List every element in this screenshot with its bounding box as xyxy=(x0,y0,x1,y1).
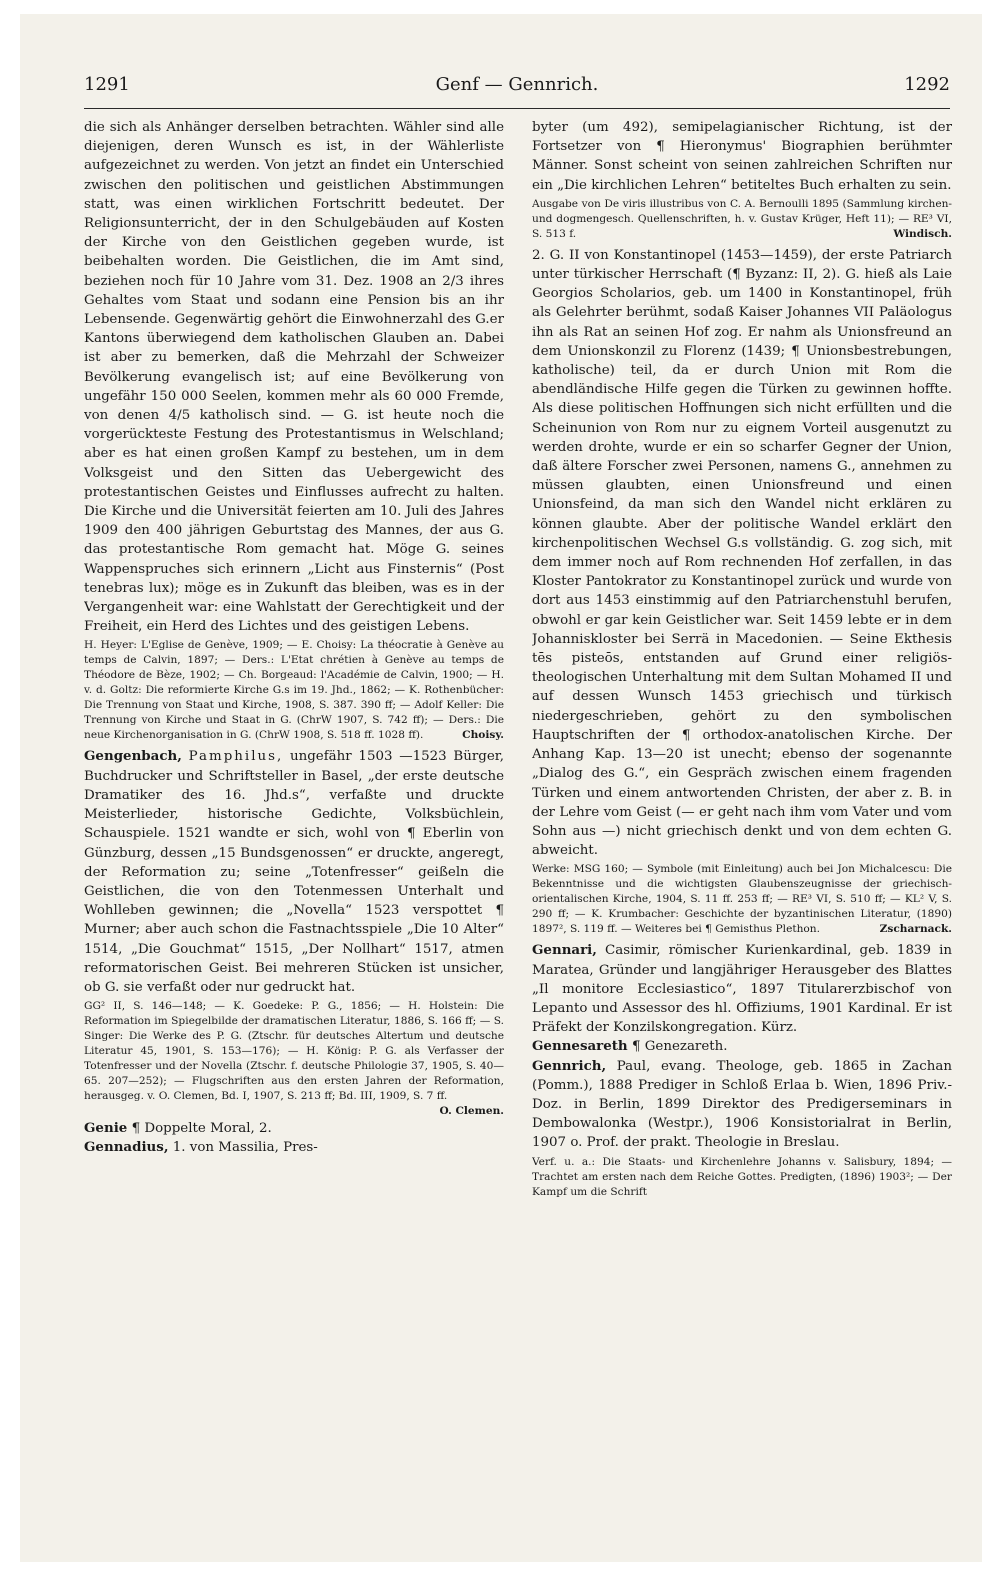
gennadius-1-reference-list: Ausgabe von De viris illustribus von C. A. Bernoulli 1895 (Sammlung kirchen- und dogmengesch. Quellenschriften, h. v. Gustav Krüger, Heft 11); — RE³ VI, S. 513 f. xyxy=(532,197,952,240)
gennadius-2-reference-list: Werke: MSG 160; — Symbole (mit Einleitung) auch bei Jon Michalcescu: Die Bekenntnisse und die wichtigsten Glaubenszeugnisse der griechisch-orientalischen Kirche, 1904, S. 11 ff. 253 ff; — RE³ VI, S. 510 ff; — KL² V, S. 290 ff; — K. Krumbacher: Geschichte der byzantinischen Literatur, (1890) 1897², S. 119 ff. — Weiteres bei ¶ Gemisthus Plethon. xyxy=(532,863,952,936)
geneva-reference-list: H. Heyer: L'Eglise de Genève, 1909; — E. Choisy: La théocratie à Genève au temps de Calvin, 1897; — Ders.: L'Etat chrétien à Genève au temps de Théodore de Bèze, 1902; — Ch. Borgeaud: l'Académie de Calvin, 1900; — H. v. d. Goltz: Die reformierte Kirche G.s im 19. Jhd., 1862; — K. Rothenbücher: Die Trennung von Staat und Kirche, 1908, S. 387. 390 ff; — Adolf Keller: Die Trennung von Kirche und Staat in G. (ChrW 1907, S. 742 ff); — Ders.: Die neue Kirchenorganisation in G. (ChrW 1908, S. 518 ff. 1028 ff). xyxy=(84,639,504,742)
entry-forename: Pamphilus, xyxy=(188,749,284,765)
gennadius-2-text: 2. G. II von Konstantinopel (1453—1459), der erste Patriarch unter türkischer Herrschaft (¶ Byzanz: II, 2). G. hieß als Laie Georgios Scholarios, geb. um 1400 in Konstantinopel, früh als Gelehrter berühmt, sodaß Kaiser Johannes VII Paläologus ihn als Rat an seinen Hof zog. Er nahm als Unionsfreund an dem Unionskonzil zu Florenz (1439; ¶ Unionsbestrebungen, katholische) teil, da er durch Union mit Rom die abendländische Hilfe gegen die Türken zu gewinnen hoffte. Als diese politischen Hoffnungen sich nicht erfüllten und die Scheinunion von Rom nur zu eignem Vorteil ausgenutzt zu werden drohte, wurde er ein so scharfer Gegner der Union, daß ältere Forscher zwei Personen, namens G., annehmen zu müssen glaubten, einen Unionsfreund und einen Unionsfeind, da man sich den Wandel nicht erklären zu können glaubte. Aber der politische Wandel erklärt den kirchenpolitischen Wechsel G.s vollständig. G. zog sich, mit dem immer noch auf Rom rechnenden Hof zerfallen, in das Kloster Pantokrator zu Konstantinopel zurück und wurde von dort aus 1453 einstimmig auf den Patriarchenstuhl berufen, obwohl er gar kein Geistlicher war. Seit 1459 lebte er in dem Johanniskloster bei Serrä in Macedonien. — Seine Ekthesis tēs pisteōs, entstanden auf Grund einer religiös-theologischen Unterhaltung mit dem Sultan Mohamed II und auf dessen Wunsch 1453 griechisch und türkisch niedergeschrieben, gehört zu den symbolischen Hauptschriften der ¶ orthodox-anatolischen Kirche. Der Anhang Kap. 13—20 ist unecht; ebenso der sogenannte „Dialog des G.“, ein Gespräch zwischen einem fragenden Türken und einem antwortenden Christen, der aber z. B. in der Lehre vom Geist (— er geht nach ihm vom Vater und vom Sohn aus —) nicht griechisch denkt und von dem echten G. abweicht. xyxy=(532,247,952,859)
left-column-number: 1291 xyxy=(84,74,130,95)
entry-text: Casimir, römischer Kurienkardinal, geb. 1839 in Maratea, Gründer und langjähriger Herausgeber des Blattes „Il monitore Ecclesiastico“, 1897 Titularerzbischof von Lepanto und Assessor des hl. Offiziums, 1901 Kardinal. Er ist Präfekt der Konzilskongregation. xyxy=(532,943,952,1036)
gennadius-2-references xyxy=(532,862,952,937)
page-header xyxy=(84,74,950,104)
entry-cross-reference: ¶ Doppelte Moral, 2. xyxy=(131,1121,272,1137)
header-rule xyxy=(84,108,950,109)
geneva-author-signature: Choisy. xyxy=(462,729,504,742)
right-column xyxy=(532,118,952,1518)
gennrich-works: Verf. u. a.: Die Staats- und Kirchenlehre Johanns v. Salisbury, 1894; — Trachtet am ersten nach dem Reiche Gottes. Predigten, (1896) 1903²; — Der Kampf um die Schrift xyxy=(532,1155,952,1198)
entry-headword: Gengenbach, xyxy=(84,748,182,765)
gennadius-2-author-signature: Zscharnack. xyxy=(879,923,952,936)
gengenbach-author-signature: O. Clemen. xyxy=(439,1105,504,1118)
entry-headword: Gennari, xyxy=(532,942,597,959)
running-title: Genf — Gennrich. xyxy=(435,74,599,95)
entry-headword: Gennadius, xyxy=(84,1139,169,1156)
entry-gennesareth xyxy=(532,1037,952,1056)
entry-genie xyxy=(84,1119,504,1138)
geneva-references xyxy=(84,638,504,743)
gennadius-1-references xyxy=(532,197,952,242)
gennari-author-signature: Kürz. xyxy=(761,1020,798,1036)
entry-cross-reference: ¶ Genezareth. xyxy=(631,1039,728,1055)
gennadius-1-author-signature: Windisch. xyxy=(893,227,952,240)
entry-text: ungefähr 1503 —1523 Bürger, Buchdrucker und Schriftsteller in Basel, „der erste deutsche Dramatiker des 16. Jhd.s“, verfaßte und druckte Meisterlieder, historische Gedichte, Volksbüchlein, Schauspiele. 1521 wandte er sich, wohl von ¶ Eberlin von Günzburg, dessen „15 Bundsgenossen“ er druckte, angeregt, der Reformation zu; seine „Totenfresser“ geißeln die Geistlichen, die von den Totenmessen Unterhalt und Wohlleben gewinnen; die „Novella“ 1523 verspottet ¶ Murner; aber auch schon die Fastnachtsspiele „Die 10 Alter“ 1514, „Die Gouchmat“ 1515, „Der Nollhart“ 1517, atmen reformatorischen Geist. Bei mehreren Stücken ist unsicher, ob G. sie verfaßt oder nur gedruckt hat. xyxy=(84,749,504,995)
entry-gennrich xyxy=(532,1057,952,1153)
left-column xyxy=(84,118,504,1518)
gengenbach-references xyxy=(84,999,504,1118)
entry-headword: Gennrich, xyxy=(532,1057,607,1074)
entry-gennadius xyxy=(84,1138,504,1157)
entry-gennari xyxy=(532,941,952,1037)
entry-text: Paul, evang. Theologe, geb. 1865 in Zachan (Pomm.), 1888 Prediger in Schloß Erlaa b. Wien, 1896 Priv.-Doz. in Berlin, 1899 Direktor des Predigerseminars in Dembowalonka (Westpr.), 1906 Konsistorialrat in Berlin, 1907 o. Prof. der prakt. Theologie in Breslau. xyxy=(532,1058,952,1151)
gennadius-text-continued: byter (um 492), semipelagianischer Richtung, ist der Fortsetzer von ¶ Hieronymus' Biographien berühmter Männer. Sonst scheint von seinen zahlreichen Schriften nur ein „Die kirchlichen Lehren“ betiteltes Buch erhalten zu sein. xyxy=(532,120,952,193)
right-column-number: 1292 xyxy=(904,74,950,95)
gengenbach-reference-list: GG² II, S. 146—148; — K. Goedeke: P. G., 1856; — H. Holstein: Die Reformation im Spiegelbilde der dramatischen Literatur, 1886, S. 166 ff; — S. Singer: Die Werke des P. G. (Ztschr. für deutsches Altertum und deutsche Literatur 45, 1901, S. 153—176); — H. König: P. G. als Verfasser der Totenfresser und der Novella (Ztschr. f. deutsche Philologie 37, 1905, S. 40—65. 207—252); — Flugschriften aus den ersten Jahren der Reformation, herausgeg. v. O. Clemen, Bd. I, 1907, S. 213 ff; Bd. III, 1909, S. 7 ff. xyxy=(84,1000,504,1103)
scanned-page xyxy=(20,14,982,1562)
entry-gengenbach xyxy=(84,747,504,997)
entry-text: 1. von Massilia, Pres- xyxy=(172,1140,318,1156)
entry-headword: Genie xyxy=(84,1120,128,1137)
geneva-text-continued: die sich als Anhänger derselben betrachten. Wähler sind alle diejenigen, deren Wunsch es ist, in der Wählerliste aufgezeichnet zu werden. Von jetzt an findet ein Unterschied zwischen den politischen und geistlichen Abstimmungen statt, was einen wirklichen Fortschritt bedeutet. Der Religionsunterricht, der in den Schulgebäuden auf Kosten der Kirche von den Geistlichen gegeben wurde, ist beibehalten worden. Die Geistlichen, die im Amt sind, beziehen noch für 10 Jahre vom 31. Dez. 1908 an 2/3 ihres Gehaltes vom Staat und sodann eine Pension bis an ihr Lebensende. Gegenwärtig gehört die Einwohnerzahl des G.er Kantons überwiegend dem katholischen Glauben an. Dabei ist aber zu bemerken, daß die Mehrzahl der Schweizer Bevölkerung evangelisch ist; auf eine Bevölkerung von ungefähr 150 000 Seelen, kommen mehr als 60 000 Fremde, von denen 4/5 katholisch sind. — G. ist heute noch die vorgerückteste Festung des Protestantismus in Welschland; aber es hat einen großen Kampf zu bestehen, um in dem Volksgeist und den Sitten das Uebergewicht des protestantischen Geistes und Einflusses aufrecht zu halten. Die Kirche und die Universität feierten am 10. Juli des Jahres 1909 den 400 jährigen Geburtstag des Mannes, der aus G. das protestantische Rom gemacht hat. Möge G. seines Wappenspruches sich erinnern „Licht aus Finsternis“ (Post tenebras lux); möge es in Zukunft das bleiben, was es in der Vergangenheit war: eine Wahlstatt der Gerechtigkeit und der Freiheit, ein Herd des Lichtes und des geistigen Lebens. xyxy=(84,120,504,635)
entry-headword: Gennesareth xyxy=(532,1038,628,1055)
